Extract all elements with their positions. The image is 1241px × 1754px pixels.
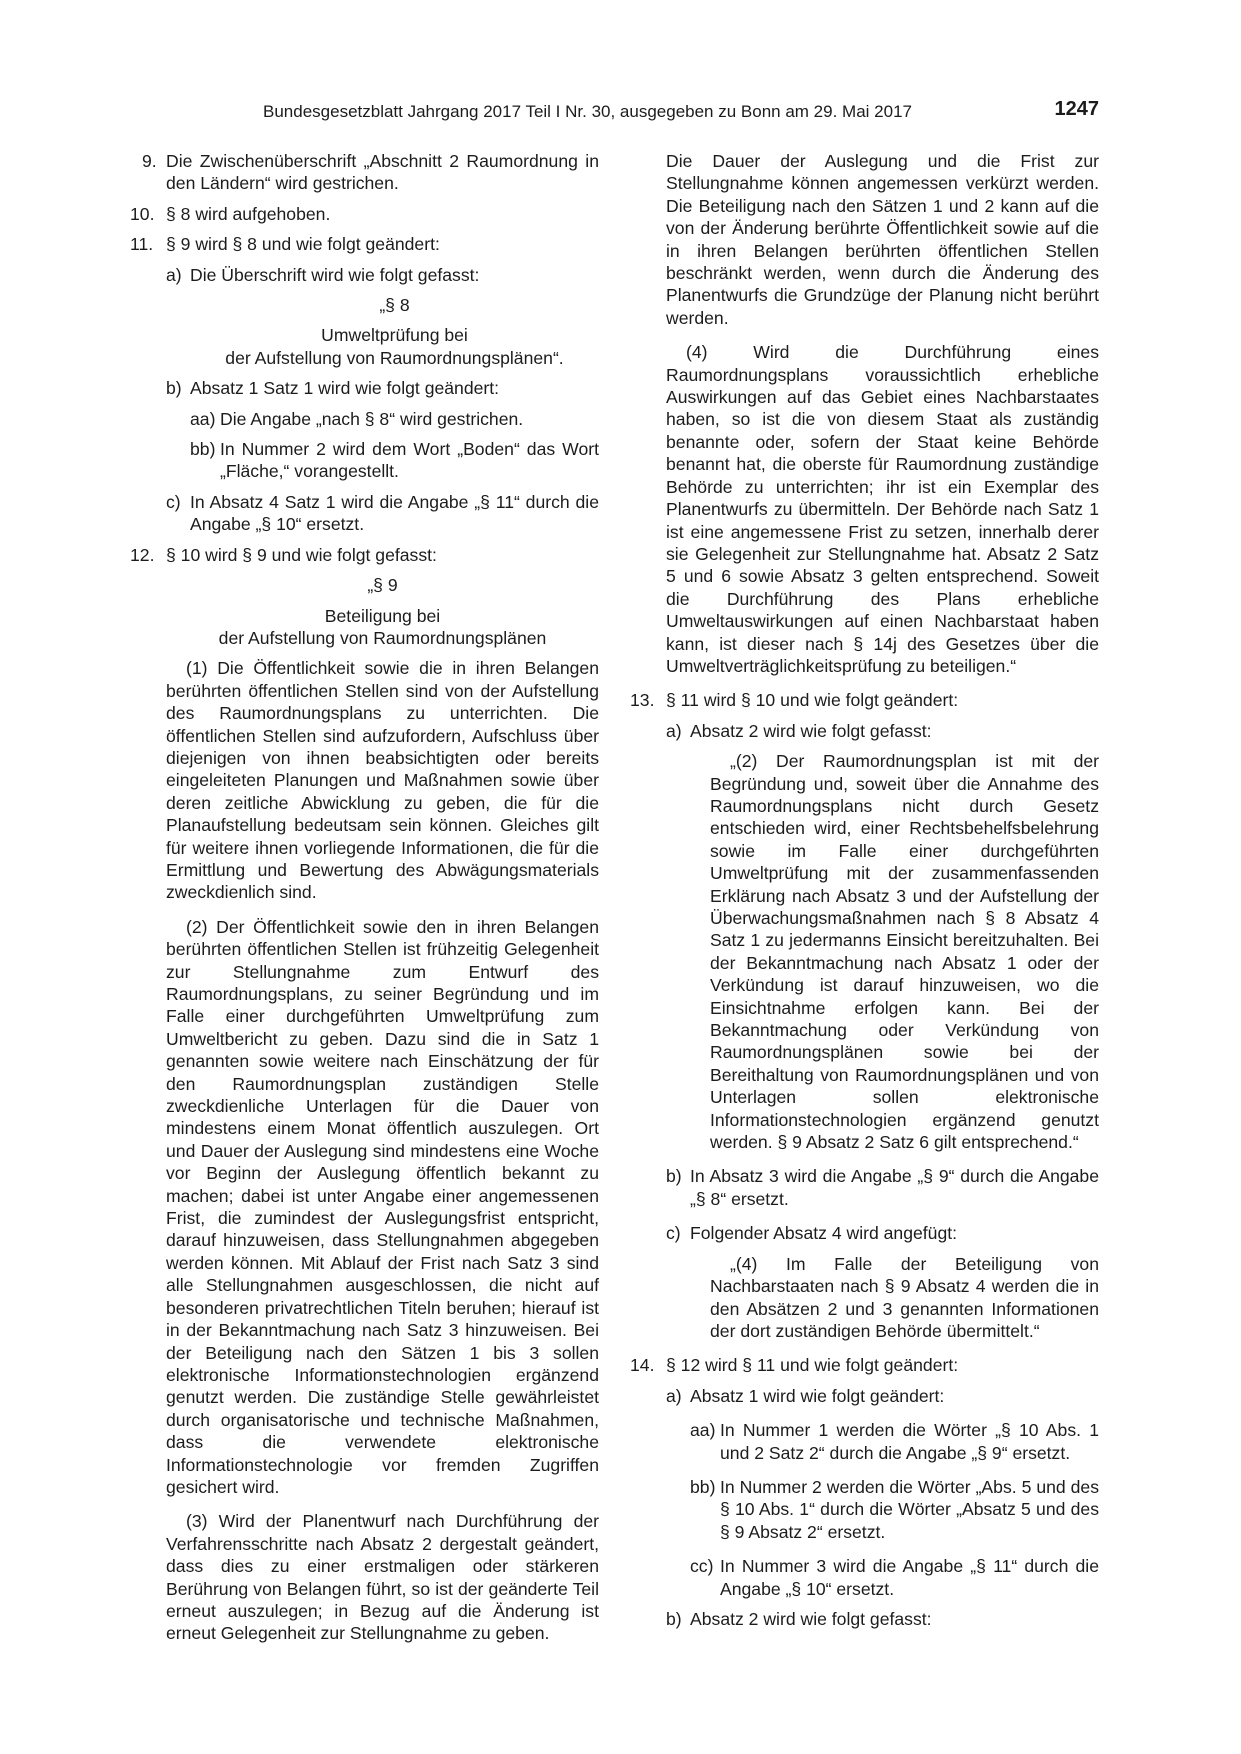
- sub-text: Die Angabe „nach § 8“ wird gestrichen.: [220, 408, 524, 429]
- sub-text: Absatz 1 Satz 1 wird wie folgt geändert:: [190, 378, 500, 399]
- paragraph-1: (1) Die Öffentlichkeit sowie die in ihren Belangen berührten öffentlichen Stellen sind von der Aufstellung des Raumordnungsplans zu unterrichten. Die öffentlichen Stellen sind aufzufordern, Aufschluss über diejenigen von ihnen beabsichtigten oder bereits eingeleiteten Planungen und Maßnahmen sowie über deren zeitliche Abwicklung zu geben, die für die Planaufstellung bedeutsam sein können. Gleiches gilt für weitere ihnen vorliegende Informationen, die für die Ermittlung und Bewertung des Abwägungsmaterials zweckdienlich sind.: [166, 658, 599, 903]
- heading-title-2: der Aufstellung von Raumordnungsplänen: [218, 627, 547, 648]
- list-item-14: [630, 1354, 1099, 1630]
- sub-label: c): [666, 1223, 681, 1244]
- list-item-12: [130, 544, 599, 1645]
- item-text: § 10 wird § 9 und wie folgt gefasst:: [166, 544, 437, 565]
- sub-label: b): [666, 1608, 682, 1629]
- sub-text: In Nummer 1 werden die Wörter „§ 10 Abs. 1 und 2 Satz 2“ durch die Angabe „§ 9“ ersetzt.: [720, 1420, 1099, 1463]
- sub-item-aa: [190, 408, 599, 430]
- heading-title-1: Umweltprüfung bei: [321, 325, 468, 346]
- sub-text: Absatz 1 wird wie folgt geändert:: [690, 1385, 945, 1406]
- header-title: Bundesgesetzblatt Jahrgang 2017 Teil I Nr. 30, ausgegeben zu Bonn am 29. Mai 2017: [263, 102, 912, 121]
- paragraph-4: (4) Wird die Durchführung eines Raumordnungsplans voraussichtlich erhebliche Auswirkungen auf das Gebiet eines Nachbarstaates haben, so ist die von diesem Staat als zuständig benannte oder, sofern der Staat keine Behörde benannt hat, die oberste für Raumordnung zuständige Behörde zu unterrichten; ihr ist ein Exemplar des Planentwurfs zu übermitteln. Der Behörde nach Satz 1 ist eine angemessene Frist zu setzen, innerhalb derer sie Gelegenheit zur Stellungnahme hat. Absatz 2 Satz 5 und 6 sowie Absatz 3 gelten entsprechend. Soweit die Durchführung des Plans erhebliche Umweltauswirkungen auf einen Nachbarstaat haben kann, ist dieser nach § 14j des Gesetzes über die Umweltverträglichkeitsprüfung zu beteiligen.“: [666, 342, 1099, 676]
- sub-label: b): [666, 1166, 682, 1187]
- paragraph-2: (2) Der Öffentlichkeit sowie den in ihren Belangen berührten öffentlichen Stellen ist frühzeitig Gelegenheit zur Stellungnahme zum Entwurf des Raumordnungsplans, zu seiner Begründung und im Falle einer durchgeführten Umweltprüfung zum Umweltbericht zu geben. Dazu sind die in Satz 1 genannten sowie weitere nach Einschätzung der für den Raumordnungsplan zuständigen Stelle zweckdienliche Unterlagen für die Dauer von mindestens einem Monat öffentlich auszulegen. Ort und Dauer der Auslegung sind mindestens eine Woche vor Beginn der Auslegung öffentlich bekannt zu machen; dabei ist unter Angabe einer angemessenen Frist, die zumindest der Auslegungsfrist entspricht, darauf hinzuweisen, dass Stellungnahmen abgegeben werden können. Mit Ablauf der Frist nach Satz 3 sind alle Stellungnahmen ausgeschlossen, die nicht auf besonderen privatrechtlichen Titeln beruhen; hierauf ist in der Bekanntmachung nach Satz 3 hinzuweisen. Bei der Beteiligung nach den Sätzen 1 bis 3 sollen elektronische Informationstechnologien ergänzend genutzt werden. Die zuständige Stelle gewährleistet durch organisatorische und technische Maßnahmen, dass die verwendete elektronische Informationstechnologie vor fremden Zugriffen gesichert wird.: [166, 916, 599, 1497]
- sub-item-c: [166, 491, 599, 536]
- item-text: § 9 wird § 8 und wie folgt geändert:: [166, 234, 440, 255]
- sub-label: aa): [690, 1420, 716, 1441]
- list-item-13: [630, 689, 1099, 1342]
- quoted-paragraph-4: „(4) Im Falle der Beteiligung von Nachbarstaaten nach § 9 Absatz 4 werden die in den Absätzen 2 und 3 genannten Informationen der dort zuständigen Behörde übermittelt.“: [710, 1253, 1099, 1341]
- sub-item-b: [166, 377, 599, 483]
- list-item-10: [130, 203, 599, 225]
- item-number: 12.: [130, 544, 155, 565]
- sub-item-bb: [690, 1476, 1099, 1543]
- sub-item-b: [666, 1165, 1099, 1210]
- sub-item-b: [666, 1608, 1099, 1630]
- list-item-9: [130, 150, 599, 195]
- sub-label: bb): [190, 439, 216, 460]
- item-number: 11.: [130, 234, 154, 255]
- quoted-paragraph-2: „(2) Der Raumordnungsplan ist mit der Begründung und, soweit über die Annahme des Raumordnungsplans nicht durch Gesetz entschieden wird, einer Rechtsbehelfsbelehrung sowie im Falle einer durchgeführten Umweltprüfung mit der zusammenfassenden Erklärung nach Absatz 3 und der Aufstellung der Überwachungsmaßnahmen nach § 8 Absatz 4 Satz 1 zu jedermanns Einsicht bereitzuhalten. Bei der Bekanntmachung nach Absatz 1 oder der Verkündung ist darauf hinzuweisen, wo die Einsichtnahme erfolgen kann. Bei der Bekanntmachung oder Verkündung von Raumordnungsplänen sowie bei der Bereithaltung von Raumordnungsplänen und von Unterlagen sollen elektronische Informationstechnologien ergänzend genutzt werden. § 9 Absatz 2 Satz 6 gilt entsprechend.“: [710, 751, 1099, 1153]
- sub-text: Folgender Absatz 4 wird angefügt:: [690, 1223, 958, 1244]
- item-number: 13.: [630, 690, 655, 711]
- item-text: § 12 wird § 11 und wie folgt geändert:: [666, 1355, 959, 1376]
- sub-label: cc): [690, 1556, 714, 1577]
- item-text: Die Zwischenüberschrift „Abschnitt 2 Raumordnung in den Ländern“ wird gestrichen.: [166, 151, 599, 194]
- item-number: 9.: [142, 151, 157, 171]
- right-column: [630, 150, 1099, 1630]
- sub-item-a: [166, 264, 599, 370]
- section-heading: [166, 574, 599, 649]
- sub-text: Die Überschrift wird wie folgt gefasst:: [190, 264, 480, 285]
- section-heading: [190, 294, 599, 369]
- heading-paragraph: „§ 8: [379, 295, 410, 316]
- sub-item-bb: [190, 438, 599, 483]
- left-column: [130, 150, 599, 1645]
- list-item-11: [130, 233, 599, 535]
- sub-item-cc: [690, 1555, 1099, 1600]
- item-text: § 11 wird § 10 und wie folgt geändert:: [666, 690, 959, 711]
- sub-label: a): [666, 720, 682, 741]
- sub-item-c: [666, 1222, 1099, 1342]
- sub-text: Absatz 2 wird wie folgt gefasst:: [690, 720, 932, 741]
- page-header: [130, 98, 1099, 124]
- sub-item-aa: [690, 1419, 1099, 1464]
- sub-text: In Nummer 2 wird dem Wort „Boden“ das Wort „Fläche,“ vorangestellt.: [220, 439, 599, 482]
- item-number: 14.: [630, 1355, 655, 1376]
- sub-text: Absatz 2 wird wie folgt gefasst:: [690, 1608, 932, 1629]
- heading-title-1: Beteiligung bei: [324, 605, 441, 626]
- sub-text: In Absatz 3 wird die Angabe „§ 9“ durch die Angabe „§ 8“ ersetzt.: [690, 1166, 1099, 1209]
- sub-text: In Nummer 3 wird die Angabe „§ 11“ durch die Angabe „§ 10“ ersetzt.: [720, 1556, 1099, 1599]
- sub-item-a: [666, 1385, 1099, 1600]
- heading-title-2: der Aufstellung von Raumordnungsplänen“.: [225, 347, 564, 368]
- sub-item-a: [666, 720, 1099, 1154]
- paragraph-3: (3) Wird der Planentwurf nach Durchführung der Verfahrensschritte nach Absatz 2 dergestalt geändert, dass dies zu einer erstmaligen oder stärkeren Berührung von Belangen führt, so ist der geänderte Teil erneut auszulegen; in Bezug auf die Änderung ist erneut Gelegenheit zur Stellungnahme zu geben.: [166, 1511, 599, 1644]
- sub-text: In Nummer 2 werden die Wörter „Abs. 5 und des § 10 Abs. 1“ durch die Wörter „Absatz 5 und des § 9 Absatz 2“ ersetzt.: [720, 1476, 1099, 1542]
- item-number: 10.: [130, 203, 155, 224]
- sub-label: a): [166, 264, 182, 285]
- page-number: 1247: [1054, 98, 1099, 120]
- sub-text: In Absatz 4 Satz 1 wird die Angabe „§ 11“ durch die Angabe „§ 10“ ersetzt.: [190, 491, 599, 535]
- sub-label: c): [166, 491, 181, 512]
- paragraph-3-continued-block: [630, 150, 1099, 677]
- sub-label: aa): [190, 408, 216, 429]
- paragraph-3-continued: Die Dauer der Auslegung und die Frist zur Stellungnahme können angemessen verkürzt werden. Die Beteiligung nach den Sätzen 1 und 2 kann auf die von der Änderung berührte Öffentlichkeit sowie auf die in ihren Belangen berührten öffentlichen Stellen beschränkt werden, wenn durch die Änderung des Planentwurfs die Grundzüge der Planung nicht berührt werden.: [666, 151, 1099, 328]
- sub-label: a): [666, 1385, 682, 1406]
- heading-paragraph: „§ 9: [367, 575, 398, 596]
- item-text: § 8 wird aufgehoben.: [166, 203, 331, 224]
- sub-label: bb): [690, 1476, 716, 1497]
- sub-label: b): [166, 378, 182, 399]
